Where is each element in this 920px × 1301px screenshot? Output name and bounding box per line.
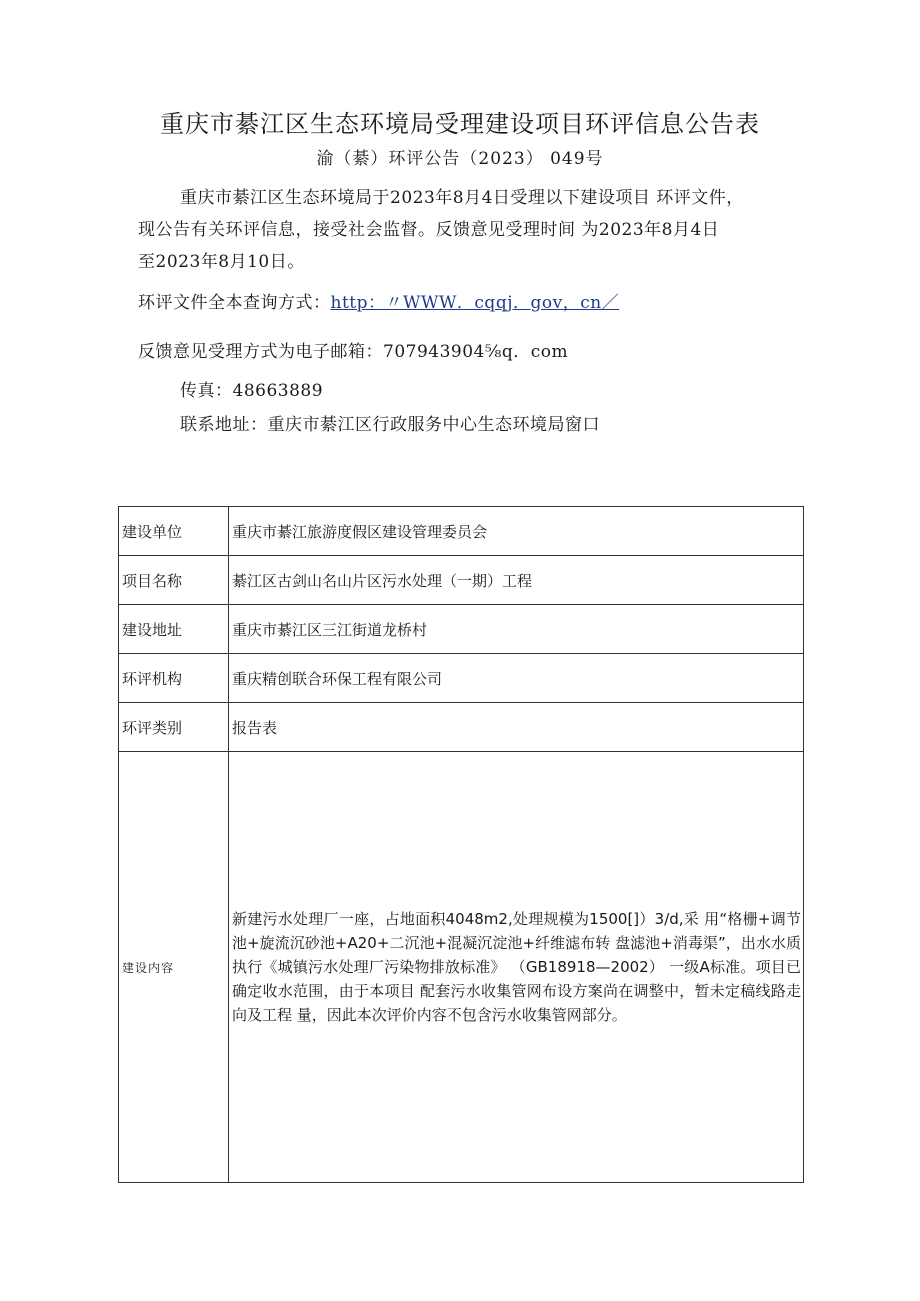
page-title: 重庆市綦江区生态环境局受理建设项目环评信息公告表 — [160, 110, 760, 138]
intro-line-3: 至2023年8月10日。 — [138, 252, 305, 272]
project-info-table — [118, 506, 804, 1183]
row-label: 建设单位 — [119, 507, 229, 556]
table-row — [119, 654, 804, 703]
row-label: 环评类别 — [119, 703, 229, 752]
content-cell — [229, 752, 804, 1183]
table-row — [119, 556, 804, 605]
row-value: 重庆精创联合环保工程有限公司 — [229, 654, 804, 703]
content-text: 新建污水处理厂一座，占地面积4048m2,处理规模为1500[]）3/d,采 用“格栅+调节池+旋流沉砂池+A20+二沉池+混凝沉淀池+纤维滤布转 盘滤池+消毒渠”，出水水质执行《城镇污水处理厂污染物排放标准》 （GB18918—2002） 一级A标准。项目已确定收水范围，由于本项目 配套污水收集管网布设方案尚在调整中，暂未定稿线路走向及工程 量，因此本次评价内容不包含污水收集管网部分。 — [232, 910, 801, 1024]
row-value: 报告表 — [229, 703, 804, 752]
row-label: 项目名称 — [119, 556, 229, 605]
table-row — [119, 605, 804, 654]
address-line: 联系地址：重庆市綦江区行政服务中心生态环境局窗口 — [180, 415, 600, 435]
query-label: 环评文件全本查询方式： — [138, 293, 331, 313]
row-value: 重庆市綦江区三江街道龙桥村 — [229, 605, 804, 654]
email-line: 反馈意见受理方式为电子邮箱：707943904⅝q．com — [138, 342, 569, 362]
table-row — [119, 507, 804, 556]
row-value: 重庆市綦江旅游度假区建设管理委员会 — [229, 507, 804, 556]
intro-line-1: 重庆市綦江区生态环境局于2023年8月4日受理以下建设项目 环评文件， — [180, 188, 744, 208]
row-label: 环评机构 — [119, 654, 229, 703]
row-value: 綦江区古剑山名山片区污水处理（一期）工程 — [229, 556, 804, 605]
row-label: 建设地址 — [119, 605, 229, 654]
query-url-link[interactable]: http：〃WWW．cqqj．gov，cn／ — [330, 293, 620, 313]
table-row — [119, 703, 804, 752]
fax-line: 传真：48663889 — [180, 381, 324, 401]
table-row-content — [119, 752, 804, 1183]
document-number: 渝（綦）环评公告（2023） 049号 — [316, 149, 604, 169]
content-label: 建设内容 — [119, 752, 229, 1183]
query-line — [138, 288, 619, 313]
intro-line-2: 现公告有关环评信息，接受社会监督。反馈意见受理时间 为2023年8月4日 — [138, 220, 720, 240]
